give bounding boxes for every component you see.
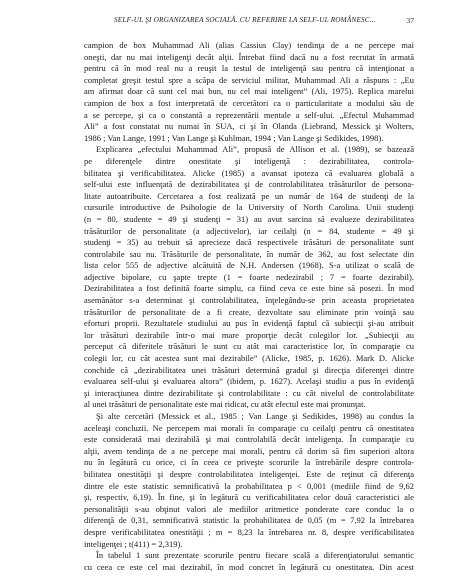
text-line: bilitatea onestităţii şi despre controlabilitatea inteligenţei. Este de reţinut că diferenţa (84, 468, 414, 479)
text-line: lista celor 555 de adjective alcătuită de N.H. Andersen (1968). S-a utilizat o scală de (84, 260, 414, 271)
text-line: nu în legătură cu orice, ci în ceea ce priveşte scorurile la întrebările despre controla- (84, 457, 414, 468)
text-line: colegii lor, cu cât acestea sunt mai dezirabile” (Alicke, 1985, p. 1626). Mark D. Alicke (84, 353, 414, 364)
body-text (84, 40, 414, 576)
text-line: aceleaşi concluzii. Ne percepem mai morali în comparaţie cu ceilalţi pentru că onestitatea (84, 422, 414, 433)
text-line: trăsăturilor de personalitate (a adjectivelor), iar ceilalţi (n = 84, studente = 49 şi (84, 225, 414, 236)
text-line: (n = 80, studente = 49 şi studenţi = 31) au avut sarcina să evalueze dezirabilitatea (84, 213, 414, 224)
text-line: Ali” a fost constatat nu numai în SUA, ci şi în Olanda (Liebrand, Messick şi Wolters, (84, 121, 414, 132)
text-line: completat greşit testul spre a scăpa de serviciul militar, Muhammad Ali a răspuns : „Eu (84, 74, 414, 85)
text-line: a se percepe, şi ca o constantă a reprezentării mentale a self-ului. „Efectul Muhammad (84, 109, 414, 120)
text-line: Explicarea „efectului Muhammad Ali”, propusă de Allison et al. (1989), se bazează (96, 144, 414, 155)
text-line: şi, respectiv, 6,19). În fine, şi în legătură cu verificabilitatea celor două caracteristici ale (84, 492, 414, 503)
text-line: trăsăturilor de personalitate de a fi create, dezvoltate sau eliminate prin voinţă sau (84, 306, 414, 317)
text-line: al unei trăsături de personalitate este mai ridicat, cu atât efectul este mai pronunţat. (84, 399, 366, 410)
page-number: 37 (406, 16, 414, 25)
text-line: alţii, avem tendinţa de a ne percepe mai morali, pentru că dorim să fim superiori altora (84, 445, 414, 456)
text-line: oneşti, dar nu mai inteligenţi decât alţii. Întrebat fiind dacă nu a fost recrutat în armată (84, 51, 414, 62)
running-title: SELF-UL ŞI ORGANIZAREA SOCIALĂ. CU REFERIRE LA SELF-UL ROMÂNESC... (114, 16, 376, 24)
text-line: controlabile sau nu. Trăsăturile de personalitate, în număr de 362, au fost selectate din (84, 248, 414, 259)
text-line: inteligenţei ; t(411) = 2,319). (84, 538, 183, 549)
text-line: este considerată mai dezirabilă şi mai controlabilă decât inteligenţa. În comparaţie cu (84, 434, 414, 445)
text-line: şi interacţiunea dintre dezirabilitate şi controlabilitate : cu cât nivelul de controlabilitate (84, 387, 414, 398)
text-line: litate autoatribuite. Cercetarea a fost realizată pe un număr de 164 de studenţi de la (84, 190, 414, 201)
text-line: Şi alte cercetări (Messick et al., 1985 ; Van Lange şi Sedikides, 1998) au condus la (96, 411, 414, 421)
text-line: lor trăsături dezirabile într-o mai mare proporţie decât colegilor lor. „Subiecţii au (84, 329, 414, 340)
text-line: asemănător s-a determinat şi controlabilitatea, înţelegându-se prin aceasta proprietatea (84, 295, 414, 306)
text-line: În tabelul 1 sunt prezentate scorurile pentru fiecare scală a diferenţiatorului semantic (96, 550, 414, 561)
text-line: evaluarea self-ului şi evaluarea altora” (ibidem, p. 1627). Acelaşi studiu a pus în evidenţă (84, 376, 414, 387)
text-line: perceput că diferitele trăsături le sunt cu atât mai caracteristice lor, în comparaţie cu (84, 341, 414, 352)
text-line: adjective bipolare, cu şapte trepte (1 = foarte nedezirabil ; 7 = foarte dezirabil). (84, 271, 414, 282)
text-line: campion de box a fost interpretată de cercetători ca o particularitate a modului său de (84, 97, 414, 108)
text-line: cursurile introductive de Psihologie de la University of North Carolina. Unii studenţi (84, 202, 414, 213)
text-line: Dezirabilitatea a fost definită foarte simplu, ca fiind ceva ce este bine să posezi. În mod (84, 283, 414, 294)
text-line: pentru că în mod real nu a reuşit la testul de inteligenţă sau pentru că intenţionat a (84, 63, 414, 74)
text-line: 1986 ; Van Lange, 1991 ; Van Lange şi Kuhlman, 1994 ; Van Lange şi Sedikides, 1998). (84, 132, 384, 143)
text-line: am afirmat doar că sunt cel mai bun, nu cel mai inteligent” (Ali, 1975). Replica marelui (84, 86, 414, 97)
text-line: pe diferenţele dintre onestitate şi inteligenţă : dezirabilitatea, controla- (84, 155, 414, 166)
text-line: conchide că „dezirabilitatea unei trăsături determină gradul şi direcţia diferenţei dintre (84, 364, 414, 375)
text-line: despre verificabilitatea onestităţii ; m = 8,23 la întrebarea nr. 8, despre verificabilitatea (84, 526, 414, 537)
text-line: dintre ele este statistic semnificativă la probabilitatea p < 0,001 (mediile fiind de 9,62 (84, 480, 414, 491)
text-line: bilitatea şi verificabilitatea. Alicke (1985) a avansat ipoteza că evaluarea globală a (84, 167, 414, 178)
text-line: diferenţă de 0,31, semnificativă statistic la probabilitatea de 0,05 (m = 7,92 la întrebarea (84, 515, 414, 526)
text-line: self-ului este influenţată de dezirabilitatea şi de controlabilitatea trăsăturilor de persona- (84, 179, 414, 190)
text-line: campion de box Muhammad Ali (alias Cassius Clay) tendinţa de a ne percepe mai (84, 40, 414, 50)
text-line: eforturi proprii. Rezultatele studiului au pus în evidenţă faptul că subiecţii şi-au atribuit (84, 318, 414, 329)
text-line: studenţi = 35) au trebuit să aprecieze dacă respectivele trăsături de personalitate sunt (84, 237, 414, 248)
text-line: cu ceea ce este cel mai dezirabil, în mod concret în legătură cu onestitatea. Din acest (84, 561, 414, 572)
text-line: personalităţii s-au obţinut valori ale mediilor aritmetice ponderate care conduc la o (84, 503, 414, 514)
